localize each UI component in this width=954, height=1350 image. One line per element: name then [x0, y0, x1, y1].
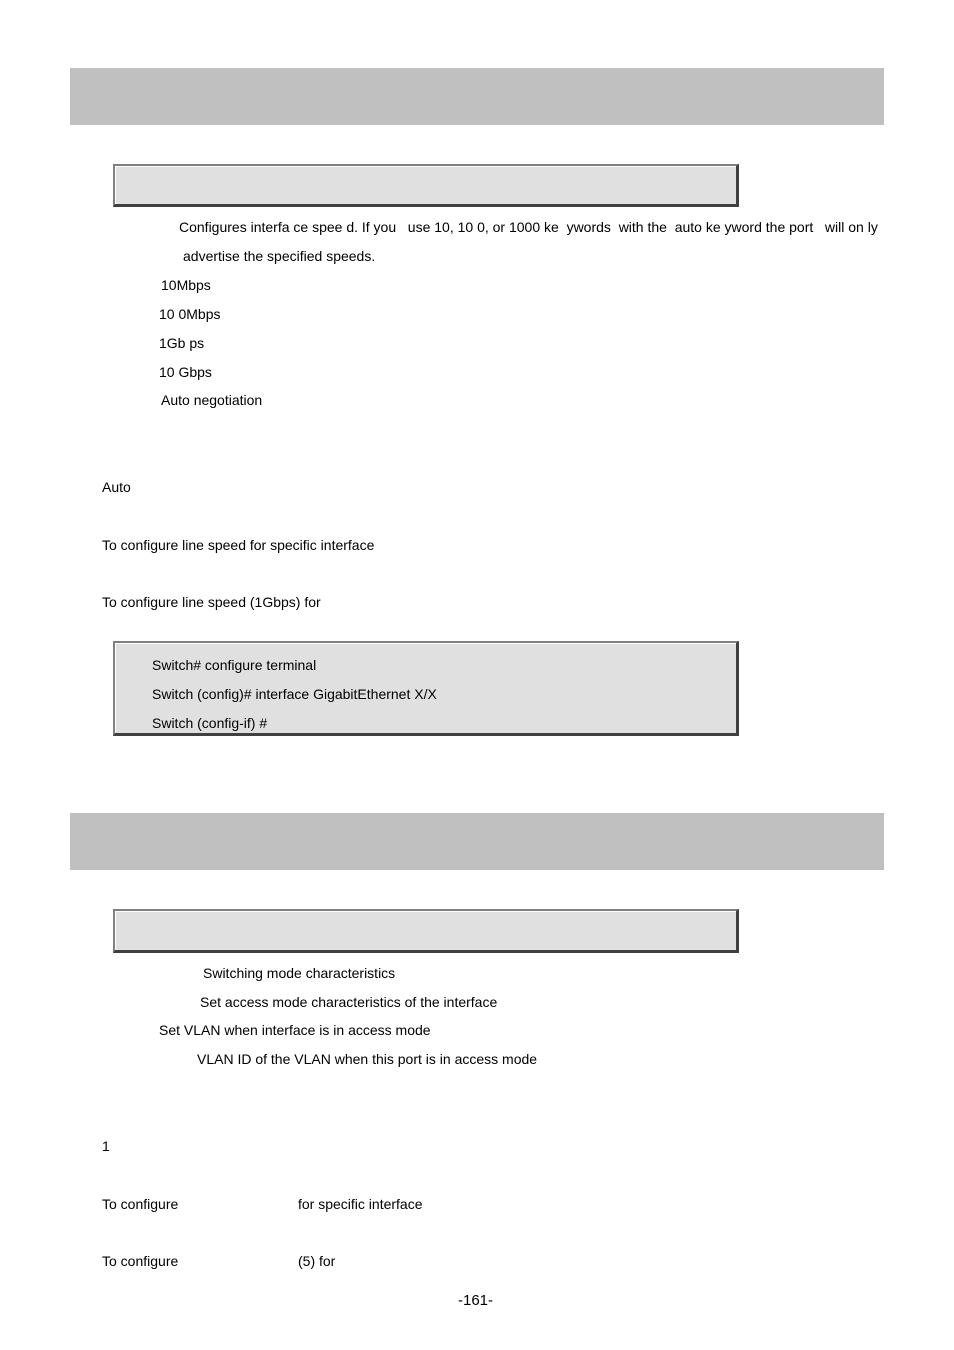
param-vlan-id: VLAN ID of the VLAN when this port is in access mode: [197, 1051, 538, 1067]
param-vlan: Set VLAN when interface is in access mode: [159, 1022, 431, 1038]
usage-guideline-2b: for specific interface: [298, 1196, 423, 1212]
page-number: -161-: [458, 1292, 494, 1309]
default-value-2: 1: [102, 1138, 110, 1154]
option-1gbps: 1Gb ps: [159, 335, 205, 351]
option-10gbps: 10 Gbps: [159, 364, 212, 380]
option-auto-negotiation: Auto negotiation: [161, 392, 263, 408]
command-syntax-box-1: [113, 164, 739, 207]
example-code-line-2: Switch (config)# interface GigabitEthernet X/X: [152, 686, 437, 702]
section-1-header-band: [70, 68, 884, 125]
option-100mbps: 10 0Mbps: [159, 306, 221, 322]
param-switchport: Switching mode characteristics: [203, 965, 396, 981]
example-intro-2a: To configure: [102, 1253, 179, 1269]
option-10mbps: 10Mbps: [161, 277, 211, 293]
example-code-line-3: Switch (config-if) #: [152, 715, 268, 731]
usage-guideline: To configure line speed for specific interface: [102, 537, 375, 553]
default-value: Auto: [102, 479, 131, 495]
description-line-1: Configures interfa ce spee d. If you use 10, 10 0, or 1000 ke ywords with the auto ke yword the port will on ly: [179, 219, 878, 235]
usage-guideline-2a: To configure: [102, 1196, 179, 1212]
section-2-header-band: [70, 813, 884, 870]
command-syntax-box-2: [113, 909, 739, 953]
example-intro: To configure line speed (1Gbps) for: [102, 594, 321, 610]
description-line-2: advertise the specified speeds.: [183, 248, 376, 264]
param-mode-access: Set access mode characteristics of the interface: [200, 994, 498, 1010]
example-code-line-1: Switch# configure terminal: [152, 657, 317, 673]
example-intro-2b: (5) for: [298, 1253, 336, 1269]
